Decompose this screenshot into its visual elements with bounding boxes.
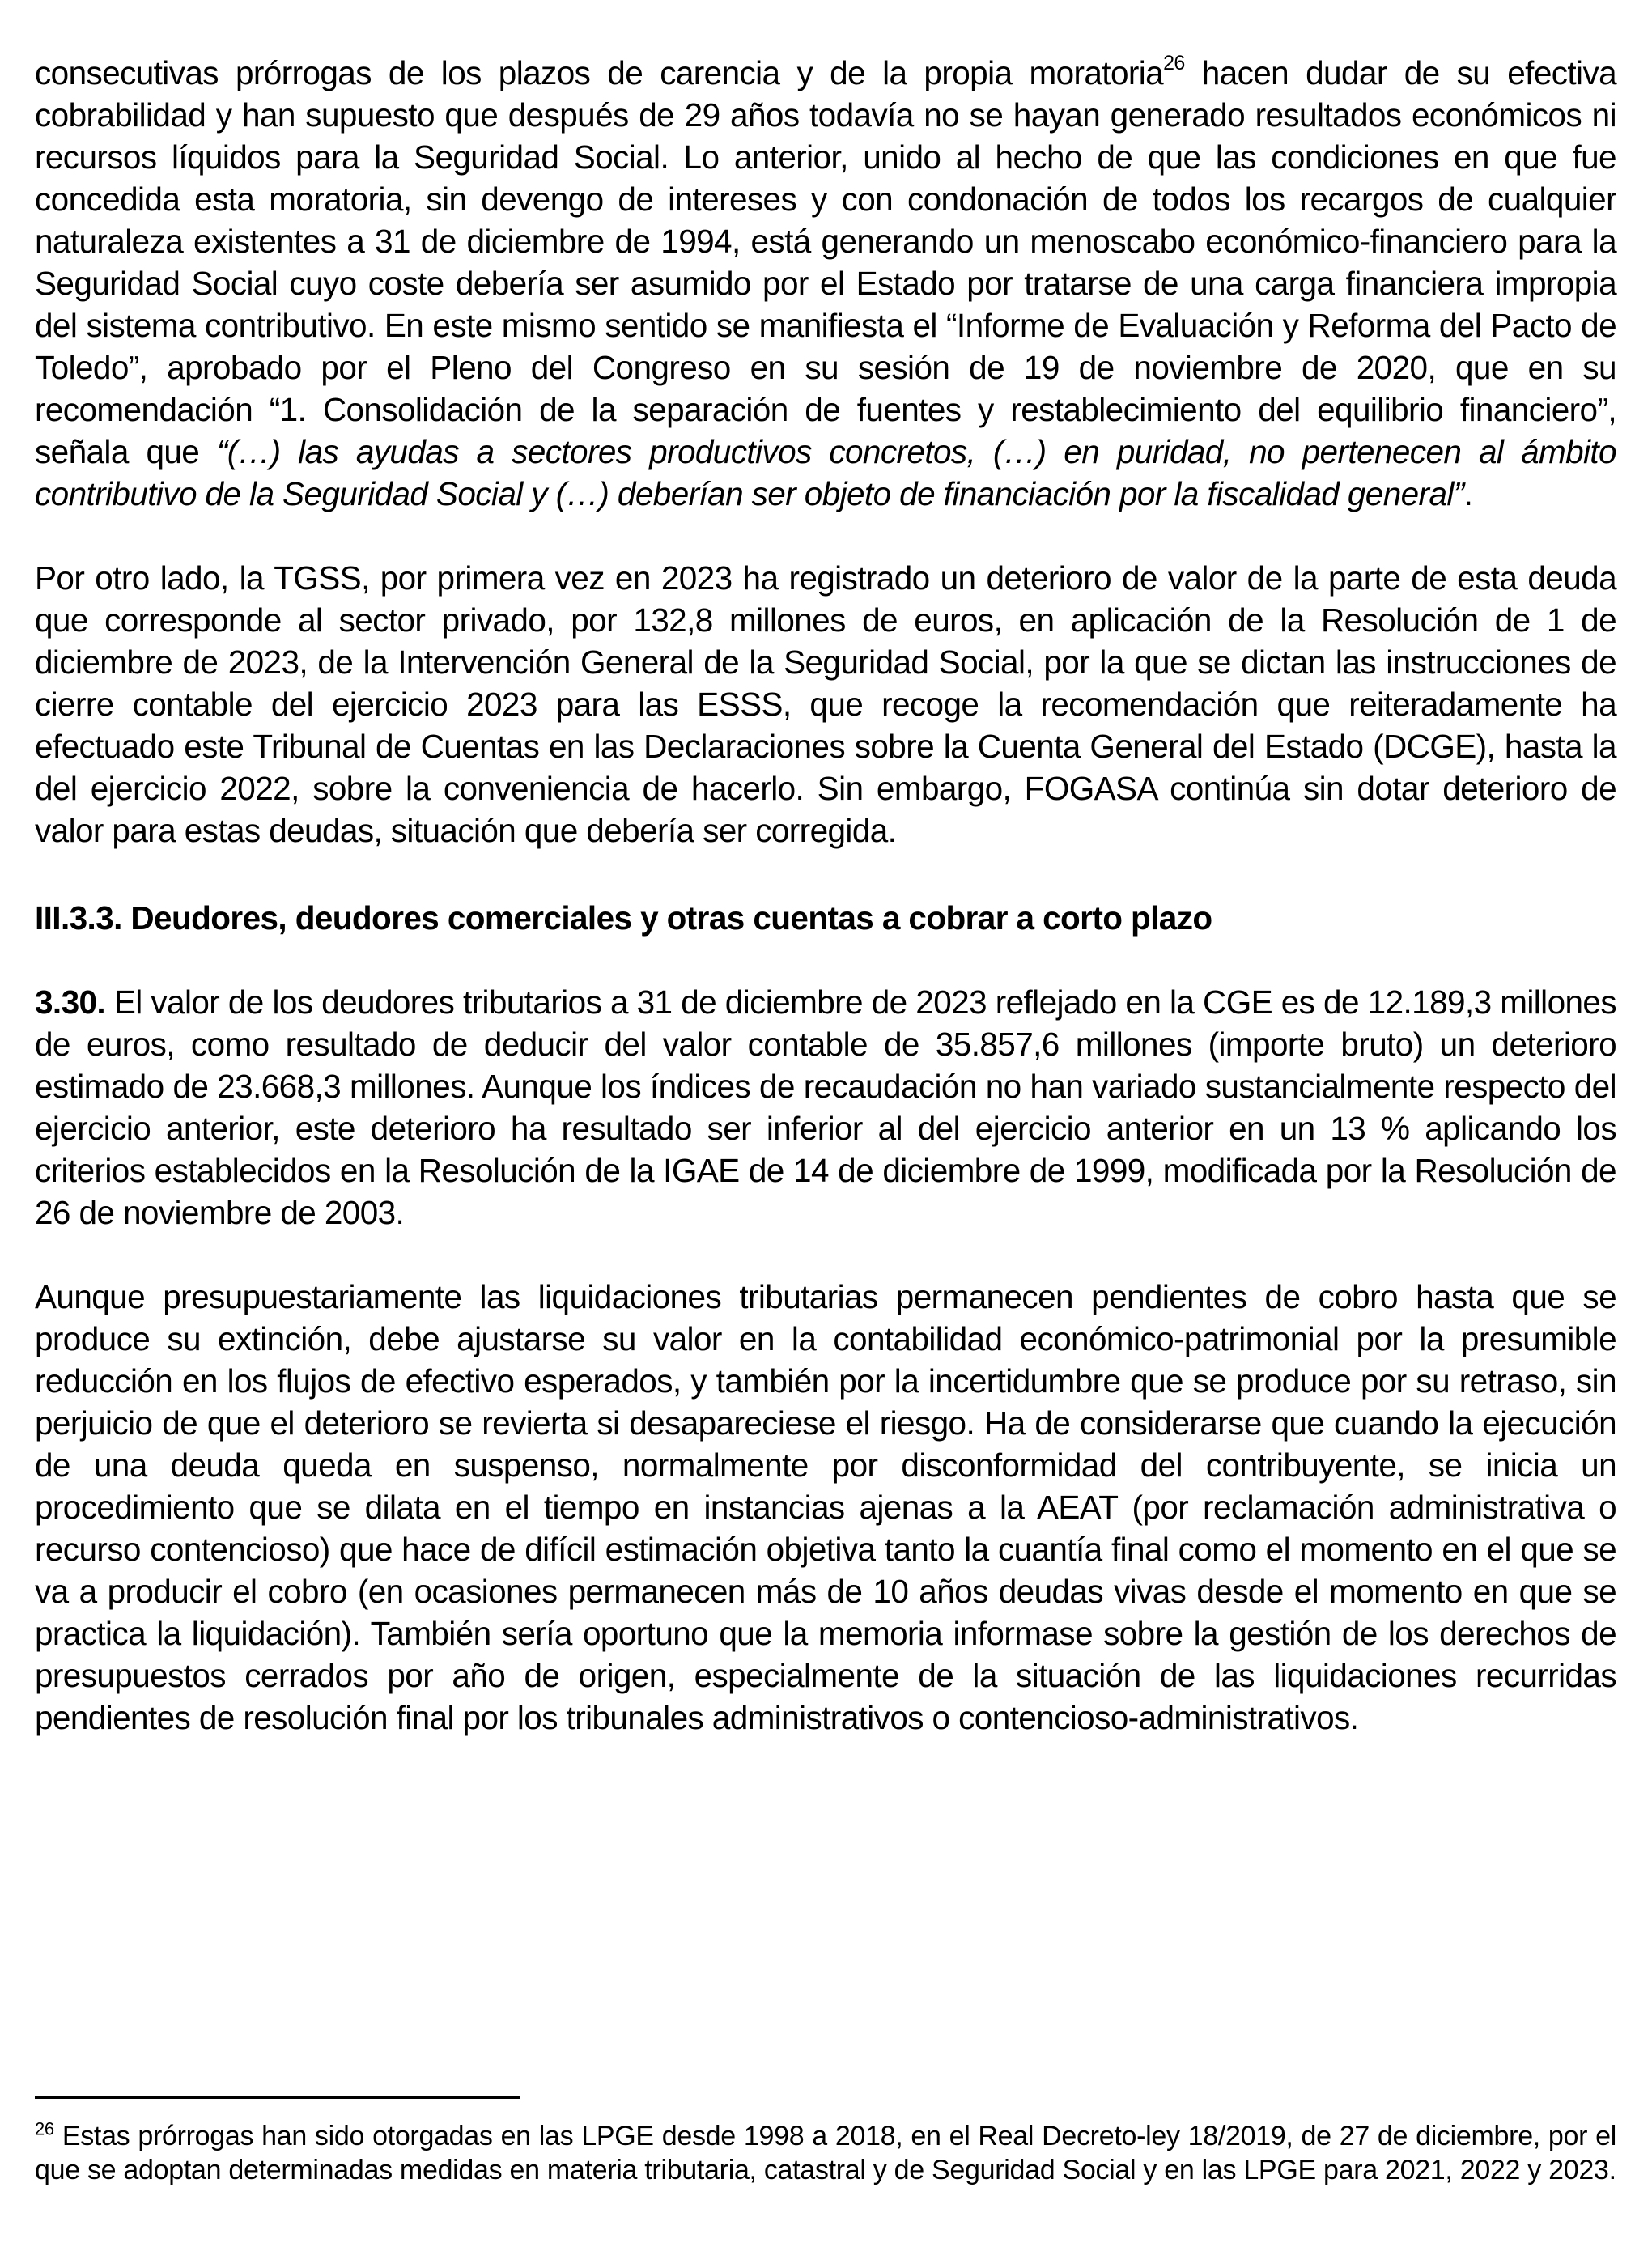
paragraph-moratoria: [35, 52, 1616, 515]
paragraph-spacer: [35, 939, 1616, 981]
paragraph-3-30-text: El valor de los deudores tributarios a 31 de diciembre de 2023 reflejado en la CGE es de 12.189,3 millones de euros, como resultado de deducir del valor contable de 35.857,6 millones (importe bruto) un deterioro estimado de 23.668,3 millones. Aunque los índices de recaudación no han variado sustancialmente respecto del ejercicio anterior, este deterioro ha resultado ser inferior al del ejercicio anterior en un 13 % aplicando los criterios establecidos en la Resolución de la IGAE de 14 de diciembre de 1999, modificada por la Resolución de 26 de noviembre de 2003.: [35, 983, 1616, 1231]
paragraph-moratoria-tail: .: [1463, 475, 1473, 512]
footnote-reference[interactable]: 26: [1163, 51, 1185, 74]
paragraph-number: 3.30.: [35, 983, 106, 1021]
paragraph-3-30: [35, 981, 1616, 1234]
section-heading: III.3.3. Deudores, deudores comerciales y otras cuentas a cobrar a corto plazo: [35, 899, 1212, 937]
paragraph-liquidaciones: Aunque presupuestariamente las liquidaciones tributarias permanecen pendientes de cobro hasta que se produce su extinción, debe ajustarse su valor en la contabilidad económico-patrimonial por la presumible reducción en los flujos de efectivo esperados, y también por la incertidumbre que se produce por su retraso, sin perjuicio de que el deterioro se revierta si desapareciese el riesgo. Ha de considerarse que cuando la ejecución de una deuda queda en suspenso, normalmente por disconformidad del contribuyente, se inicia un procedimiento que se dilata en el tiempo en instancias ajenas a la AEAT (por reclamación administrativa o recurso contencioso) que hace de difícil estimación objetiva tanto la cuantía final como el momento en el que se va a producir el cobro (en ocasiones permanecen más de 10 años deudas vivas desde el momento en que se practica la liquidación). También sería oportuno que la memoria informase sobre la gestión de los derechos de presupuestos cerrados por año de origen, especialmente de la situación de las liquidaciones recurridas pendientes de resolución final por los tribunales administrativos o contencioso-administrativos.: [35, 1278, 1616, 1736]
paragraph-moratoria-text-start: consecutivas prórrogas de los plazos de carencia y de la propia moratoria: [35, 54, 1164, 91]
footnote-separator: [35, 2096, 520, 2099]
paragraph-moratoria-text-body: hacen dudar de su efectiva cobrabilidad y han supuesto que después de 29 años todavía no se hayan generado resultados económicos ni recursos líquidos para la Seguridad Social. Lo anterior, unido al hecho de que las condiciones en que fue concedida esta moratoria, sin devengo de intereses y con condonación de todos los recargos de cualquier naturaleza existentes a 31 de diciembre de 1994, está generando un menoscabo económico-financiero para la Seguridad Social cuyo coste debería ser asumido por el Estado por tratarse de una carga financiera impropia del sistema contributivo. En este mismo sentido se manifiesta el “Informe de Evaluación y Reforma del Pacto de Toledo”, aprobado por el Pleno del Congreso en su sesión de 19 de noviembre de 2020, que en su recomendación “1. Consolidación de la separación de fuentes y restablecimiento del equilibrio financiero”, señala que: [35, 54, 1617, 470]
paragraph-tgss-deterioro: Por otro lado, la TGSS, por primera vez en 2023 ha registrado un deterioro de valor de la parte de esta deuda que corresponde al sector privado, por 132,8 millones de euros, en aplicación de la Resolución de 1 de diciembre de 2023, de la Intervención General de la Seguridad Social, por la que se dictan las instrucciones de cierre contable del ejercicio 2023 para las ESSS, que recoge la recomendación que reiteradamente ha efectuado este Tribunal de Cuentas en las Declaraciones sobre la Cuenta General del Estado (DCGE), hasta la del ejercicio 2022, sobre la conveniencia de hacerlo. Sin embargo, FOGASA continúa sin dotar deterioro de valor para estas deudas, situación que debería ser corregida.: [35, 559, 1616, 849]
document-page: [35, 52, 1616, 1739]
paragraph-spacer: [35, 852, 1616, 894]
footnote-marker: 26: [35, 2118, 54, 2139]
paragraph-spacer: [35, 515, 1616, 557]
pacto-toledo-quote: “(…) las ayudas a sectores productivos concretos, (…) en puridad, no pertenecen al ámbito contributivo de la Seguridad Social y (…) deberían ser objeto de financiación por la fiscalidad general”: [35, 433, 1616, 512]
footnote-text: Estas prórrogas han sido otorgadas en las LPGE desde 1998 a 2018, en el Real Decreto-ley 18/2019, de 27 de diciembre, por el que se adoptan determinadas medidas en materia tributaria, catastral y de Seguridad Social y en las LPGE para 2021, 2022 y 2023.: [35, 2121, 1616, 2185]
footnote-26: [35, 2119, 1616, 2187]
footnotes-area: [35, 2096, 1616, 2187]
paragraph-spacer: [35, 1234, 1616, 1276]
